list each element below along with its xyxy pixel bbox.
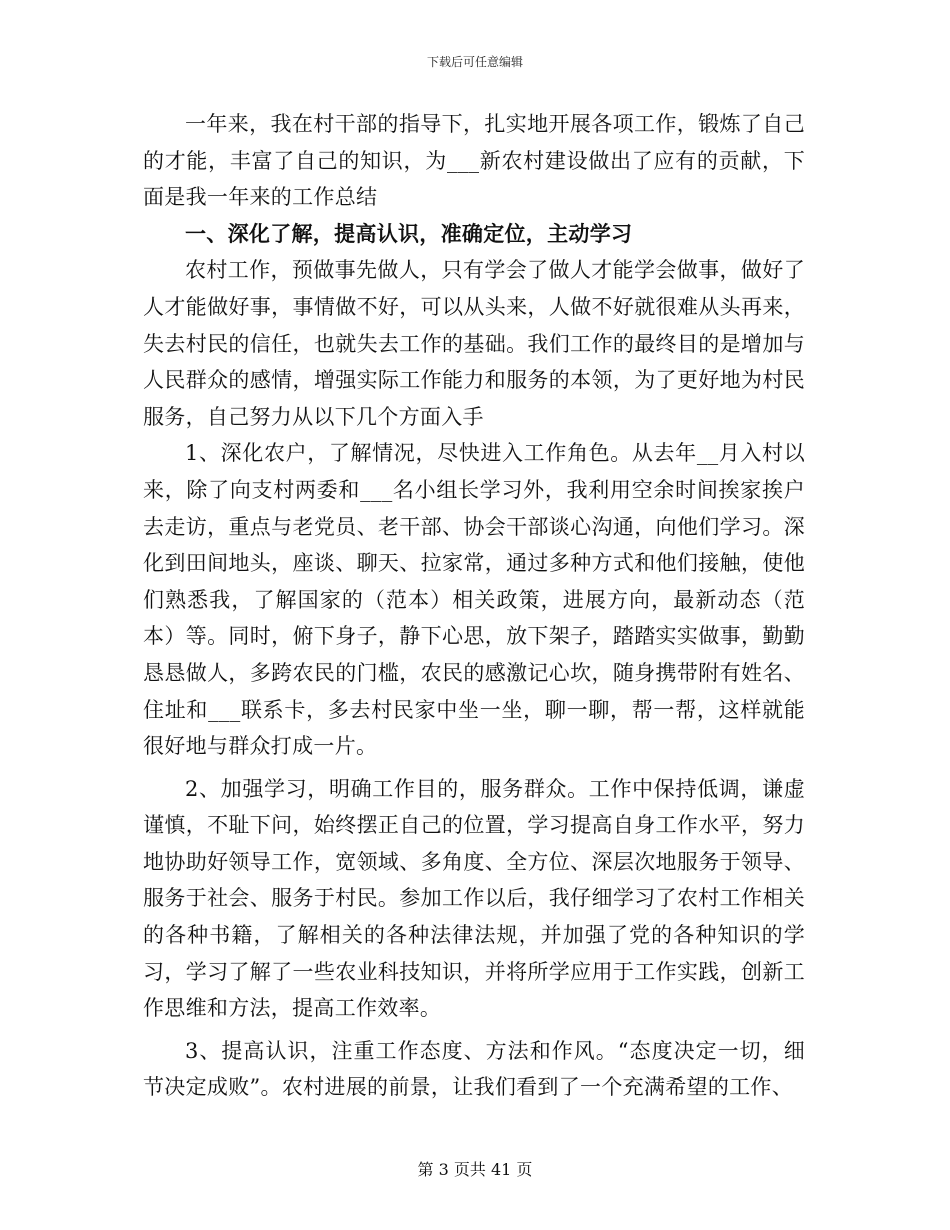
paragraph-item-1: 1、深化农户，了解情况，尽快进入工作角色。从去年__月入村以来，除了向支村两委和___名小组长学习外，我利用空余时间挨家挨户去走访，重点与老党员、老干部、协会干部谈心沟通，向他们学习。深化到田间地头，座谈、聊天、拉家常，通过多种方式和他们接触，使他们熟悉我，了解国家的（范本）相关政策，进展方向，最新动态（范本）等。同时，俯下身子，静下心思，放下架子，踏踏实实做事，勤勤恳恳做人，多跨农民的门槛，农民的感激记心坎，随身携带附有姓名、住址和___联系卡，多去村民家中坐一坐，聊一聊，帮一帮，这样就能很好地与群众打成一片。 — [143, 441, 805, 759]
paragraph-rural-work: 农村工作，预做事先做人，只有学会了做人才能学会做事，做好了人才能做好事，事情做不好，可以从头来，人做不好就很难从头再来，失去村民的信任，也就失去工作的基础。我们工作的最终目的是增加与人民群众的感情，增强实际工作能力和服务的本领，为了更好地为村民服务，自己努力从以下几个方面入手 — [143, 258, 805, 429]
paragraph-item-2: 2、加强学习，明确工作目的，服务群众。工作中保持低调，谦虚谨慎，不耻下问，始终摆正自己的位置，学习提高自身工作水平，努力地协助好领导工作，宽领域、多角度、全方位、深层次地服务于领导、服务于社会、服务于村民。参加工作以后，我仔细学习了农村工作相关的各种书籍，了解相关的各种法律法规，并加强了党的各种知识的学习，学习了解了一些农业科技知识，并将所学应用于工作实践，创新工作思维和方法，提高工作效率。 — [143, 776, 805, 1021]
paragraph-intro: 一年来，我在村干部的指导下，扎实地开展各项工作，锻炼了自己的才能，丰富了自己的知识，为___新农村建设做出了应有的贡献，下面是我一年来的工作总结 — [143, 112, 805, 210]
document-body — [143, 106, 805, 1106]
page-header: 下载后可任意编辑 — [426, 55, 523, 69]
section-heading: 一、深化了解，提高认识，准确定位，主动学习 — [185, 220, 633, 246]
page-footer: 第 3 页共 41 页 — [417, 1160, 533, 1179]
paragraph-item-3: 3、提高认识，注重工作态度、方法和作风。“态度决定一切，细节决定成败”。农村进展的前景，让我们看到了一个充满希望的工作、 — [143, 1038, 805, 1100]
